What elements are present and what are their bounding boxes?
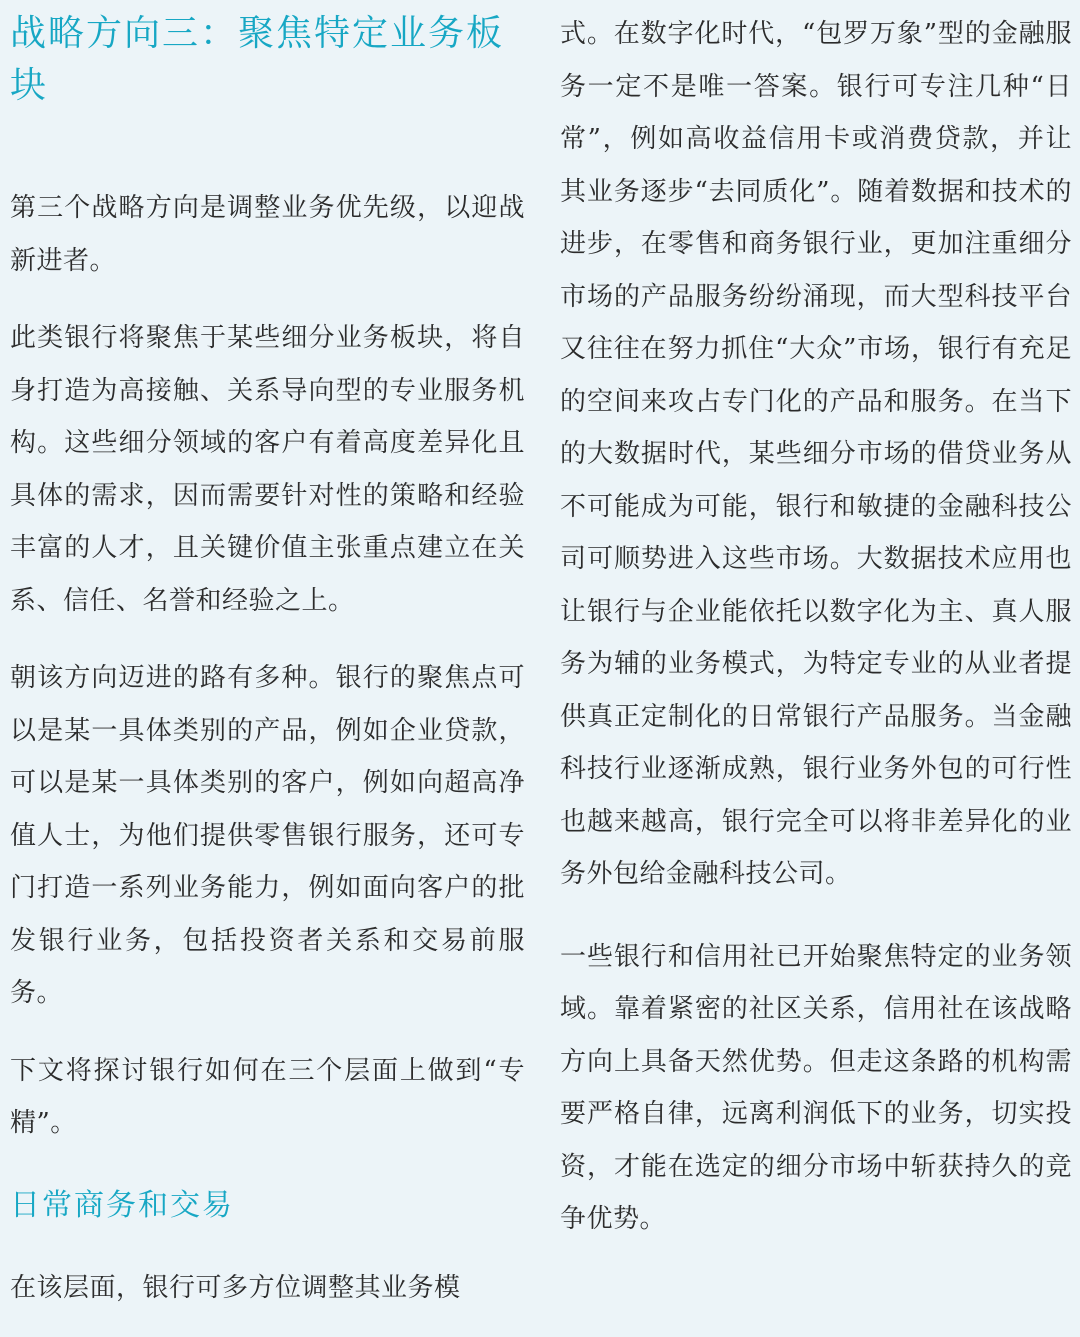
- spacer: [10, 627, 525, 652]
- spacer: [10, 1020, 525, 1045]
- subsection-title: 日常商务和交易: [10, 1187, 234, 1223]
- paragraph-focus: 此类银行将聚焦于某些细分业务板块，将自身打造为高接触、关系导向型的专业服务机构。这些细分领域的客户有着高度差异化且具体的需求，因而需要针对性的策略和经验丰富的人才，且关键价值主张重点建立在关系、信任、名誉和经验之上。: [10, 323, 525, 616]
- section-title: 战略方向三：聚焦特定业务板块: [10, 13, 505, 106]
- paragraph-daily-start: 在该层面，银行可多方位调整其业务模: [10, 1272, 461, 1303]
- paragraph-preview: 下文将探讨银行如何在三个层面上做到“专精”。: [10, 1055, 525, 1138]
- paragraph-paths: 朝该方向迈进的路有多种。银行的聚焦点可以是某一具体类别的产品，例如企业贷款，可以是某一具体类别的客户，例如向超高净值人士，为他们提供零售银行服务，还可专门打造一系列业务能力，例如面向客户的批发银行业务，包括投资者关系和交易前服务。: [10, 663, 525, 1008]
- paragraph-daily-continued: 式。在数字化时代，“包罗万象”型的金融服务一定不是唯一答案。银行可专注几种“日常”，例如高收益信用卡或消费贷款，并让其业务逐步“去同质化”。随着数据和技术的进步，在零售和商务银行业，更加注重细分市场的产品服务纷纷涌现，而大型科技平台又往往在努力抓住“大众”市场，银行有充足的空间来攻占专门化的产品和服务。在当下的大数据时代，某些细分市场的借贷业务从不可能成为可能，银行和敏捷的金融科技公司可顺势进入这些市场。大数据技术应用也让银行与企业能依托以数字化为主、真人服务为辅的业务模式，为特定专业的从业者提供真正定制化的日常银行产品服务。当金融科技行业逐渐成熟，银行业务外包的可行性也越来越高，银行完全可以将非差异化的业务外包给金融科技公司。: [560, 19, 1072, 889]
- paragraph-credit-unions: 一些银行和信用社已开始聚焦特定的业务领域。靠着紧密的社区关系，信用社在该战略方向上具备天然优势。但走这条路的机构需要严格自律，远离利润低下的业务，切实投资，才能在选定的细分市场中斩获持久的竞争优势。: [560, 941, 1072, 1234]
- right-column: [560, 8, 1072, 1246]
- spacer: [10, 1150, 525, 1180]
- paragraph-intro: 第三个战略方向是调整业务优先级，以迎战新进者。: [10, 193, 525, 276]
- spacer: [10, 112, 525, 182]
- spacer: [10, 1232, 525, 1262]
- left-column: [10, 8, 525, 1314]
- spacer: [10, 287, 525, 312]
- spacer: [560, 901, 1072, 931]
